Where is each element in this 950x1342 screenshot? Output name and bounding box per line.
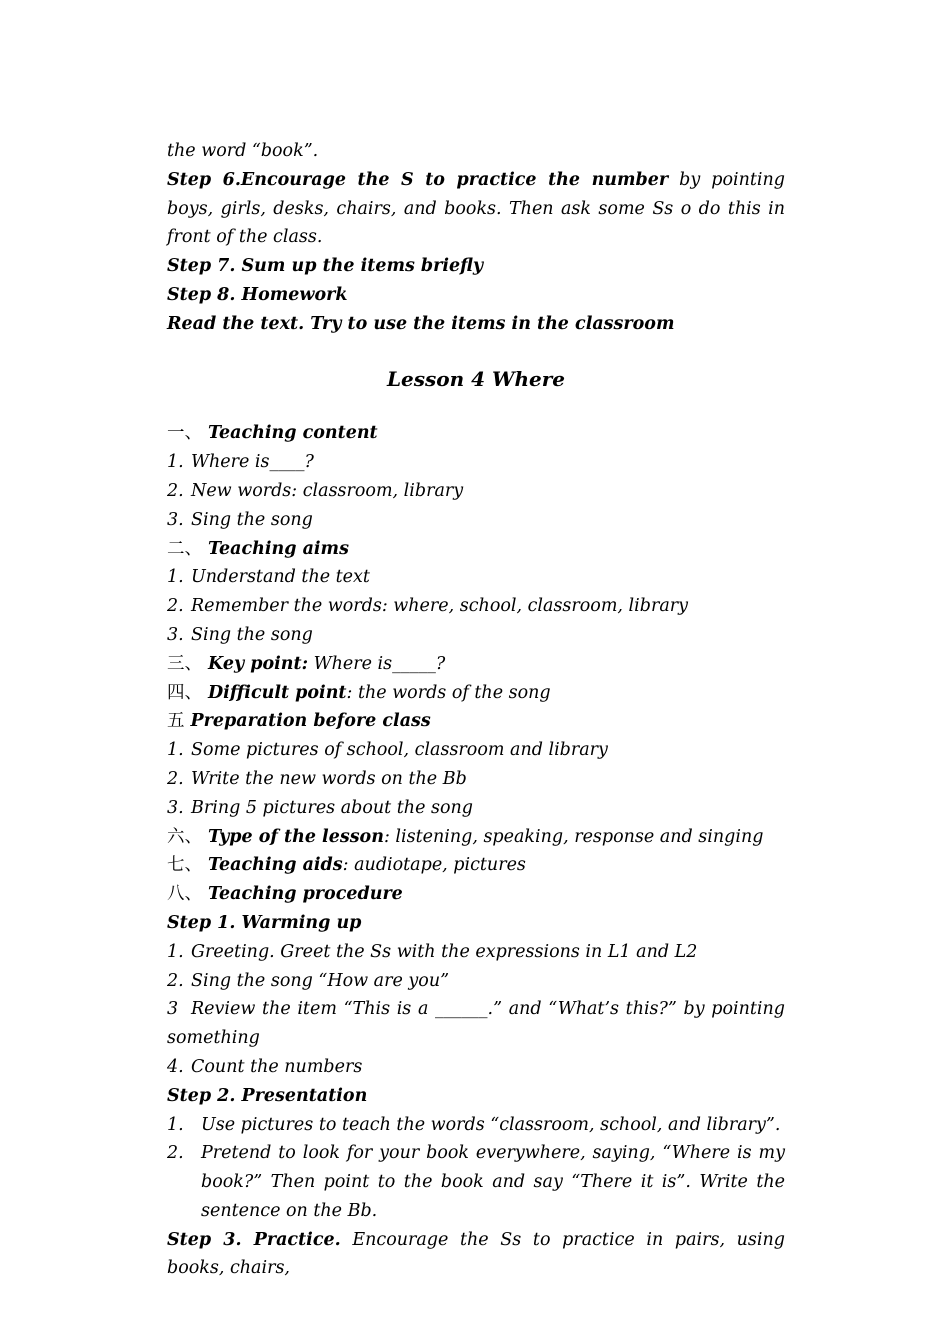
list-item bbox=[167, 995, 785, 1053]
list-text: Pretend to look for your book everywhere, saying, “Where is my book?” Then point to the book and say “There it is”. Write the sentence on the Bb. bbox=[201, 1143, 785, 1221]
list-text: Sing the song bbox=[191, 509, 313, 530]
step3-paragraph bbox=[167, 1226, 785, 1284]
section-title: Teaching aids bbox=[208, 855, 343, 876]
step2-heading: Step 2. Presentation bbox=[167, 1085, 368, 1106]
list-number: 3. bbox=[167, 797, 184, 818]
homework-text: Read the text. Try to use the items in the classroom bbox=[167, 313, 675, 334]
step3-heading: Step 3. Practice. bbox=[167, 1229, 341, 1250]
list-item bbox=[167, 506, 785, 535]
section-number: 八、 bbox=[167, 884, 202, 905]
section-heading bbox=[167, 823, 785, 852]
step1-heading: Step 1. Warming up bbox=[167, 912, 362, 933]
list-text: Understand the text bbox=[191, 567, 370, 588]
section-heading bbox=[167, 679, 785, 708]
list-number: 3. bbox=[167, 624, 184, 645]
list-item bbox=[167, 621, 785, 650]
step7-heading: Step 7. Sum up the items briefly bbox=[167, 256, 484, 277]
list-item bbox=[167, 592, 785, 621]
list-item bbox=[167, 563, 785, 592]
list-text: Count the numbers bbox=[191, 1056, 363, 1077]
section-text: : listening, speaking, response and singing bbox=[383, 826, 764, 847]
text-line: the word “book”. bbox=[167, 141, 319, 161]
list-text: Greeting. Greet the Ss with the expressions in L1 and L2 bbox=[191, 941, 698, 962]
section-text: Where is_____? bbox=[308, 653, 446, 674]
document-page bbox=[167, 137, 785, 1283]
section-title: Key point: bbox=[208, 653, 309, 674]
section-text: : audiotape, pictures bbox=[342, 855, 526, 876]
list-item bbox=[167, 1111, 785, 1140]
section-number: 五 bbox=[167, 711, 185, 732]
list-number: 2. bbox=[167, 1143, 184, 1164]
list-text: Bring 5 pictures about the song bbox=[191, 797, 473, 818]
step8-heading: Step 8. Homework bbox=[167, 284, 348, 305]
section-title: Type of the lesson bbox=[208, 826, 384, 847]
section-heading bbox=[167, 880, 785, 909]
section-title: Difficult point bbox=[208, 682, 347, 703]
list-item bbox=[167, 765, 785, 794]
step6-paragraph bbox=[167, 166, 785, 252]
list-number: 1. bbox=[167, 567, 184, 588]
section-heading bbox=[167, 419, 785, 448]
list-text: Remember the words: where, school, classroom, library bbox=[191, 596, 689, 617]
step6-text: by pointing boys, girls, desks, chairs, and books. Then ask some Ss o do this in front of the class. bbox=[167, 169, 785, 248]
lesson-title: Lesson 4 Where bbox=[386, 366, 566, 391]
section-heading bbox=[167, 707, 785, 736]
section-heading bbox=[167, 851, 785, 880]
section-number: 三、 bbox=[167, 653, 202, 674]
list-item bbox=[167, 448, 785, 477]
section-number: 七、 bbox=[167, 855, 202, 876]
section-title: Preparation before class bbox=[190, 711, 431, 732]
list-text: Review the item “This is a ______.” and “What’s this?” by pointing something bbox=[167, 999, 785, 1049]
list-text: Sing the song “How are you” bbox=[191, 970, 450, 991]
list-item bbox=[167, 477, 785, 506]
list-number: 1. bbox=[167, 1114, 184, 1135]
step3-text: Encourage the Ss to practice in pairs, using books, chairs, bbox=[167, 1229, 785, 1279]
list-text: Write the new words on the Bb bbox=[191, 768, 467, 789]
section-text: : the words of the song bbox=[346, 682, 551, 703]
section-title: Teaching procedure bbox=[208, 884, 403, 905]
list-item bbox=[167, 1053, 785, 1082]
list-text: Some pictures of school, classroom and library bbox=[191, 740, 608, 761]
list-text: Sing the song bbox=[191, 624, 313, 645]
list-text: New words: classroom, library bbox=[191, 480, 464, 501]
section-number: 四、 bbox=[167, 682, 202, 703]
section-number: 六、 bbox=[167, 826, 202, 847]
list-item bbox=[167, 1139, 785, 1225]
list-item bbox=[167, 967, 785, 996]
list-item bbox=[167, 938, 785, 967]
section-number: 二、 bbox=[167, 538, 202, 559]
list-number: 2. bbox=[167, 480, 184, 501]
list-number: 3 bbox=[167, 999, 179, 1020]
section-heading bbox=[167, 535, 785, 564]
list-number: 2. bbox=[167, 596, 184, 617]
section-title: Teaching aims bbox=[208, 538, 349, 559]
list-number: 1. bbox=[167, 740, 184, 761]
list-item bbox=[167, 794, 785, 823]
section-heading bbox=[167, 650, 785, 679]
list-number: 2. bbox=[167, 970, 184, 991]
list-text: Use pictures to teach the words “classroom, school, and library”. bbox=[201, 1114, 781, 1135]
list-number: 1. bbox=[167, 452, 184, 473]
list-text: Where is____? bbox=[191, 452, 314, 473]
step6-heading: Step 6.Encourage the S to practice the number bbox=[167, 169, 669, 190]
section-number: 一、 bbox=[167, 423, 202, 444]
section-title: Teaching content bbox=[208, 423, 378, 444]
list-number: 2. bbox=[167, 768, 184, 789]
list-number: 1. bbox=[167, 941, 184, 962]
list-number: 4. bbox=[167, 1056, 184, 1077]
list-number: 3. bbox=[167, 509, 184, 530]
list-item bbox=[167, 736, 785, 765]
